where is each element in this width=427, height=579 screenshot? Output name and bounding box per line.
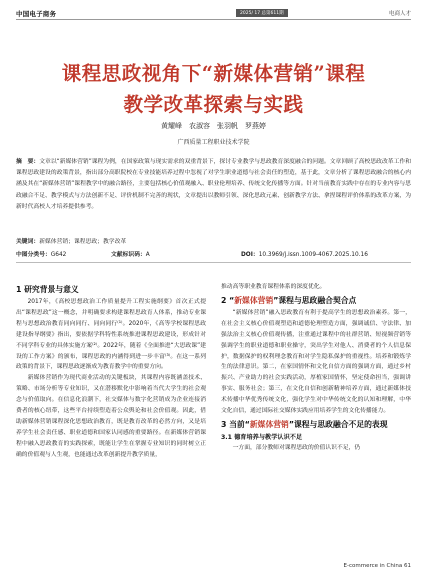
paragraph: 一方面，部分教师对课程思政的价值认识不足，仍 — [232, 444, 361, 451]
right-column — [221, 282, 411, 454]
page-footer: E-commerce in China 61 — [343, 563, 411, 569]
doi-field — [241, 249, 368, 258]
section-heading-3: 3 当前“新媒体营销”课程与思政融合不足的表现 — [221, 419, 388, 429]
clc-value: G642 — [50, 252, 67, 258]
doi-value: 10.3969/j.issn.1009-4067.2025.10.16 — [258, 252, 368, 258]
clc-field — [16, 249, 66, 258]
doc-code-field — [111, 249, 150, 258]
issue-badge: 2025/ 17 总第611期 — [236, 9, 288, 17]
doc-code-value: A — [145, 252, 150, 258]
section-heading-1: 1 研究背景与意义 — [16, 285, 79, 294]
clc-label: 中图分类号： — [16, 252, 51, 258]
abstract — [16, 157, 411, 213]
keywords — [16, 236, 411, 245]
doi-label: DOI： — [241, 252, 259, 258]
section-heading-2: 2 “新媒体营销”课程与思政融合契合点 — [221, 295, 357, 305]
affiliation: 广西质量工程职业技术学院 — [177, 139, 250, 146]
paragraph: 新媒体营销作为现代商业活动的关键板块，其课程内容既涵盖技术、策略、市场分析等专业知识，又在潜移默化中影响着当代大学生的社会观念与价值取向。在信息化浪潮下，社交媒体与数字化营销成为企业连接消费者的核心纽带，这些平台持续塑造着公众舆论和社会价值观。因此，借助新媒体营销课程深化思想政治教育，既是教育改革的必然方向，又是培养学生社会责任感、职业道德和国家认同感的重要路径。在新媒体营销课程中融入思政教育的实践探索，既能让学生在掌握专业知识的同时树立正确的价值观与人生观，也能通过改革创新提升教学质量， — [16, 375, 206, 458]
author-list: 黄耀峰 农淑容 张羽帆 罗燕婷 — [161, 122, 266, 130]
abstract-label: 摘 要： — [16, 159, 40, 165]
abstract-text: 文章以“新媒体营销”课程为例，在国家政策与现实需求的双重背景下，探讨专业教学与思政教育深度融合的问题。文章回顾了高校思政改革工作和课程思政建设的政策背景，指出部分高职院校在专业技能培养过程中忽视了对学生职业道德与社会责任的塑造，基于此，文章分析了课程思政融合的核心内涵及其在“新媒体营销”课程教学中的融合路径，主要包括核心价值观融入、职业伦理培养、传统文化传播等方面。针对当前教育实践中存在的专业内容与思政融合不足、教学模式与方法创新不足、评价机制不完善的现状，文章提出以教师引领、深化思政元素、创新教学方法、拿捏课程评价体系的改革方案，为新时代高校人才培养提供参考。 — [16, 159, 411, 210]
doc-code-label: 文献标识码： — [111, 252, 146, 258]
keywords-text: 新媒体营销；课程思政；教学改革 — [39, 239, 127, 245]
paragraph: “新媒体营销”融入思政教育有利于提高学生的思想政治素养。第一，在社会主义核心价值观塑造和道德伦理塑造方面，强调诚信、守法律、加强法治主义核心价值观传播，注重通过课程中的社群营销、短视频营销等强调学生的职业道德和职业操守，突出学生对他人、消费者的个人信息保护，数据保护的权利理念教育和对学生隐私保护的重视性。培养和锻炼学生的法律意识。第二，在家国情怀和文化自信方面的强调方面，通过乡村振兴、产业助力的社会实践活动，厚植家国情怀，坚定使命担当，强调讲事实、服务社会；第三，在文化自信和创新精神培养方面，通过新媒体技术传播中华优秀传统文化，强化学生对中华传统文化的认知和理解，中华文化自信，通过国际社交媒体实践应用培养学生的文化传播能力。 — [221, 309, 411, 415]
left-column — [16, 282, 206, 461]
paragraph: 推动高等职业教育课程体系的深度优化。 — [221, 284, 326, 290]
meta-divider — [16, 262, 411, 263]
journal-brand: 中国电子商务 — [16, 10, 57, 18]
article-title-line-2: 教学改革探索与实践 — [123, 93, 304, 116]
column-name: 电商人才 — [388, 11, 411, 17]
paragraph: 2017年，《高校思想政治工作质量提升工程实施纲要》首次正式提出“课程思政”这一概念，并明确要求构建课程思政育人体系，推动专业课程与思想政治教育同向同行、同向同行⁽¹⁾。2020年，《高等学校课程思政建设指导纲要》指出，要依据学科特性系统推进课程思政建设，形成针对不同学科专业的具体实施方案⁽²⁾。2022年，随着《全面推进“大思政课”建设的工作方案》的颁布，课程思政的内涵得到进一步丰富⁽³⁾。在这一系列政策的背景下，课程思政逐渐成为教育教学中的重要方向。 — [16, 299, 206, 371]
keywords-label: 关键词： — [16, 239, 40, 245]
article-title-line-1: 课程思政视角下“新媒体营销”课程 — [61, 62, 366, 85]
running-header — [16, 8, 411, 20]
header-rule — [16, 19, 411, 20]
subsection-heading-3-1: 3.1 德育培养与教学认识不足 — [221, 433, 303, 441]
